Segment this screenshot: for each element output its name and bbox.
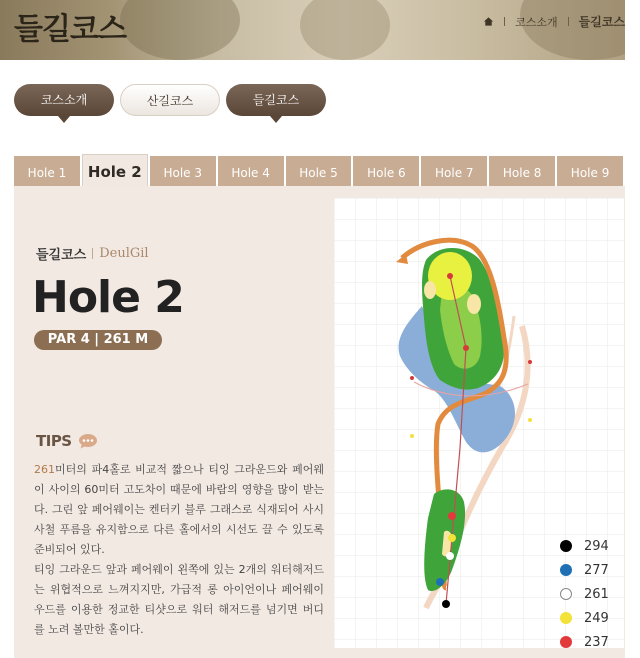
- tips-distance-highlight: 261: [34, 463, 55, 476]
- legend-value: 294: [584, 538, 609, 554]
- bunker: [424, 281, 436, 299]
- distance-marker: [528, 360, 532, 364]
- legend-item-black: [560, 534, 609, 558]
- tab-hole-3[interactable]: Hole 3: [150, 156, 216, 186]
- legend-item-blue: [560, 558, 609, 582]
- white-tee-dot-icon: [560, 588, 572, 600]
- tips-label: TIPS: [36, 432, 72, 450]
- tips-paragraph-2: 티잉 그라운드 앞과 페어웨이 왼쪽에 있는 2개의 워터해저드는 위협적으로 느껴지지만, 가급적 롱 아이언이나 페어웨이 우드를 이용한 정교한 티샷으로 워터 해저드를 넘기면 버디를 노려 볼만한 홀이다.: [34, 563, 324, 636]
- tab-hole-2[interactable]: Hole 2: [82, 154, 148, 186]
- distance-marker: [528, 418, 532, 422]
- tips-paragraph-1: [34, 460, 324, 560]
- breadcrumb: [483, 13, 625, 30]
- hole-title: Hole 2: [32, 272, 184, 323]
- tab-hole-9[interactable]: Hole 9: [557, 156, 623, 186]
- hole-tabs: [14, 156, 625, 186]
- course-label-divider: [92, 248, 93, 259]
- deulgil-course-label: 들길코스: [252, 93, 300, 107]
- legend-item-yellow: [560, 606, 609, 630]
- deulgil-course-button[interactable]: [226, 84, 326, 116]
- tab-hole-6[interactable]: Hole 6: [353, 156, 419, 186]
- button-pointer: [270, 116, 282, 123]
- speech-bubble-icon: [78, 433, 98, 449]
- breadcrumb-separator: [504, 17, 505, 26]
- breadcrumb-separator: [568, 17, 569, 26]
- tee-red: [448, 512, 456, 520]
- course-intro-label: 코스소개: [40, 93, 88, 107]
- pin-icon: [447, 273, 453, 279]
- banner-foliage: [300, 0, 390, 60]
- tab-hole-7[interactable]: Hole 7: [421, 156, 487, 186]
- legend-value: 261: [584, 586, 609, 602]
- header-banner: [0, 0, 625, 60]
- course-category-nav: [14, 84, 326, 116]
- blue-tee-dot-icon: [560, 564, 572, 576]
- tips-heading: [36, 432, 98, 450]
- course-name-ko: 들길코스: [36, 248, 87, 263]
- sangil-course-button[interactable]: [120, 84, 220, 116]
- course-name-en: DeulGil: [99, 246, 149, 261]
- tee-black: [442, 600, 450, 608]
- tee-yellow: [448, 534, 456, 542]
- black-tee-dot-icon: [560, 540, 572, 552]
- legend-value: 249: [584, 610, 609, 626]
- par-badge: PAR 4 | 261 M: [34, 330, 162, 350]
- legend-value: 277: [584, 562, 609, 578]
- tab-hole-8[interactable]: Hole 8: [489, 156, 555, 186]
- legend-value: 237: [584, 634, 609, 650]
- distance-marker: [410, 376, 414, 380]
- tee-legend: [560, 534, 609, 654]
- legend-item-red: [560, 630, 609, 654]
- course-intro-button[interactable]: [14, 84, 114, 116]
- tab-hole-4[interactable]: Hole 4: [218, 156, 284, 186]
- banner-foliage: [120, 0, 240, 60]
- target-marker: [463, 345, 469, 351]
- red-tee-dot-icon: [560, 636, 572, 648]
- tips-paragraph-1-text: 미터의 파4홀로 비교적 짧으나 티잉 그라운드와 페어웨이 사이의 60미터 고도차이 때문에 바람의 영향을 많이 받는다. 그린 앞 페어웨이는 켄터키 블루 그래스로 식재되어 사시사철 푸름을 유지함으로 다른 홀에서의 시선도 끌 수 있도록 준비되어 있다.: [34, 463, 324, 556]
- tee-white: [446, 552, 454, 560]
- tee-blue: [436, 578, 444, 586]
- tab-hole-1[interactable]: Hole 1: [14, 156, 80, 186]
- course-label: [36, 244, 149, 263]
- distance-marker: [410, 434, 414, 438]
- tips-description: [34, 460, 324, 640]
- banner-foliage: [520, 0, 625, 60]
- yellow-tee-dot-icon: [560, 612, 572, 624]
- button-pointer: [58, 116, 70, 123]
- home-icon[interactable]: [483, 16, 494, 27]
- bunker: [467, 294, 481, 314]
- legend-item-white: [560, 582, 609, 606]
- page-title: 들길코스: [14, 12, 126, 47]
- tab-hole-5[interactable]: Hole 5: [286, 156, 352, 186]
- sangil-course-label: 산길코스: [146, 94, 194, 108]
- breadcrumb-item-current: 들길코스: [578, 15, 625, 29]
- breadcrumb-item-course-intro[interactable]: 코스소개: [515, 15, 558, 29]
